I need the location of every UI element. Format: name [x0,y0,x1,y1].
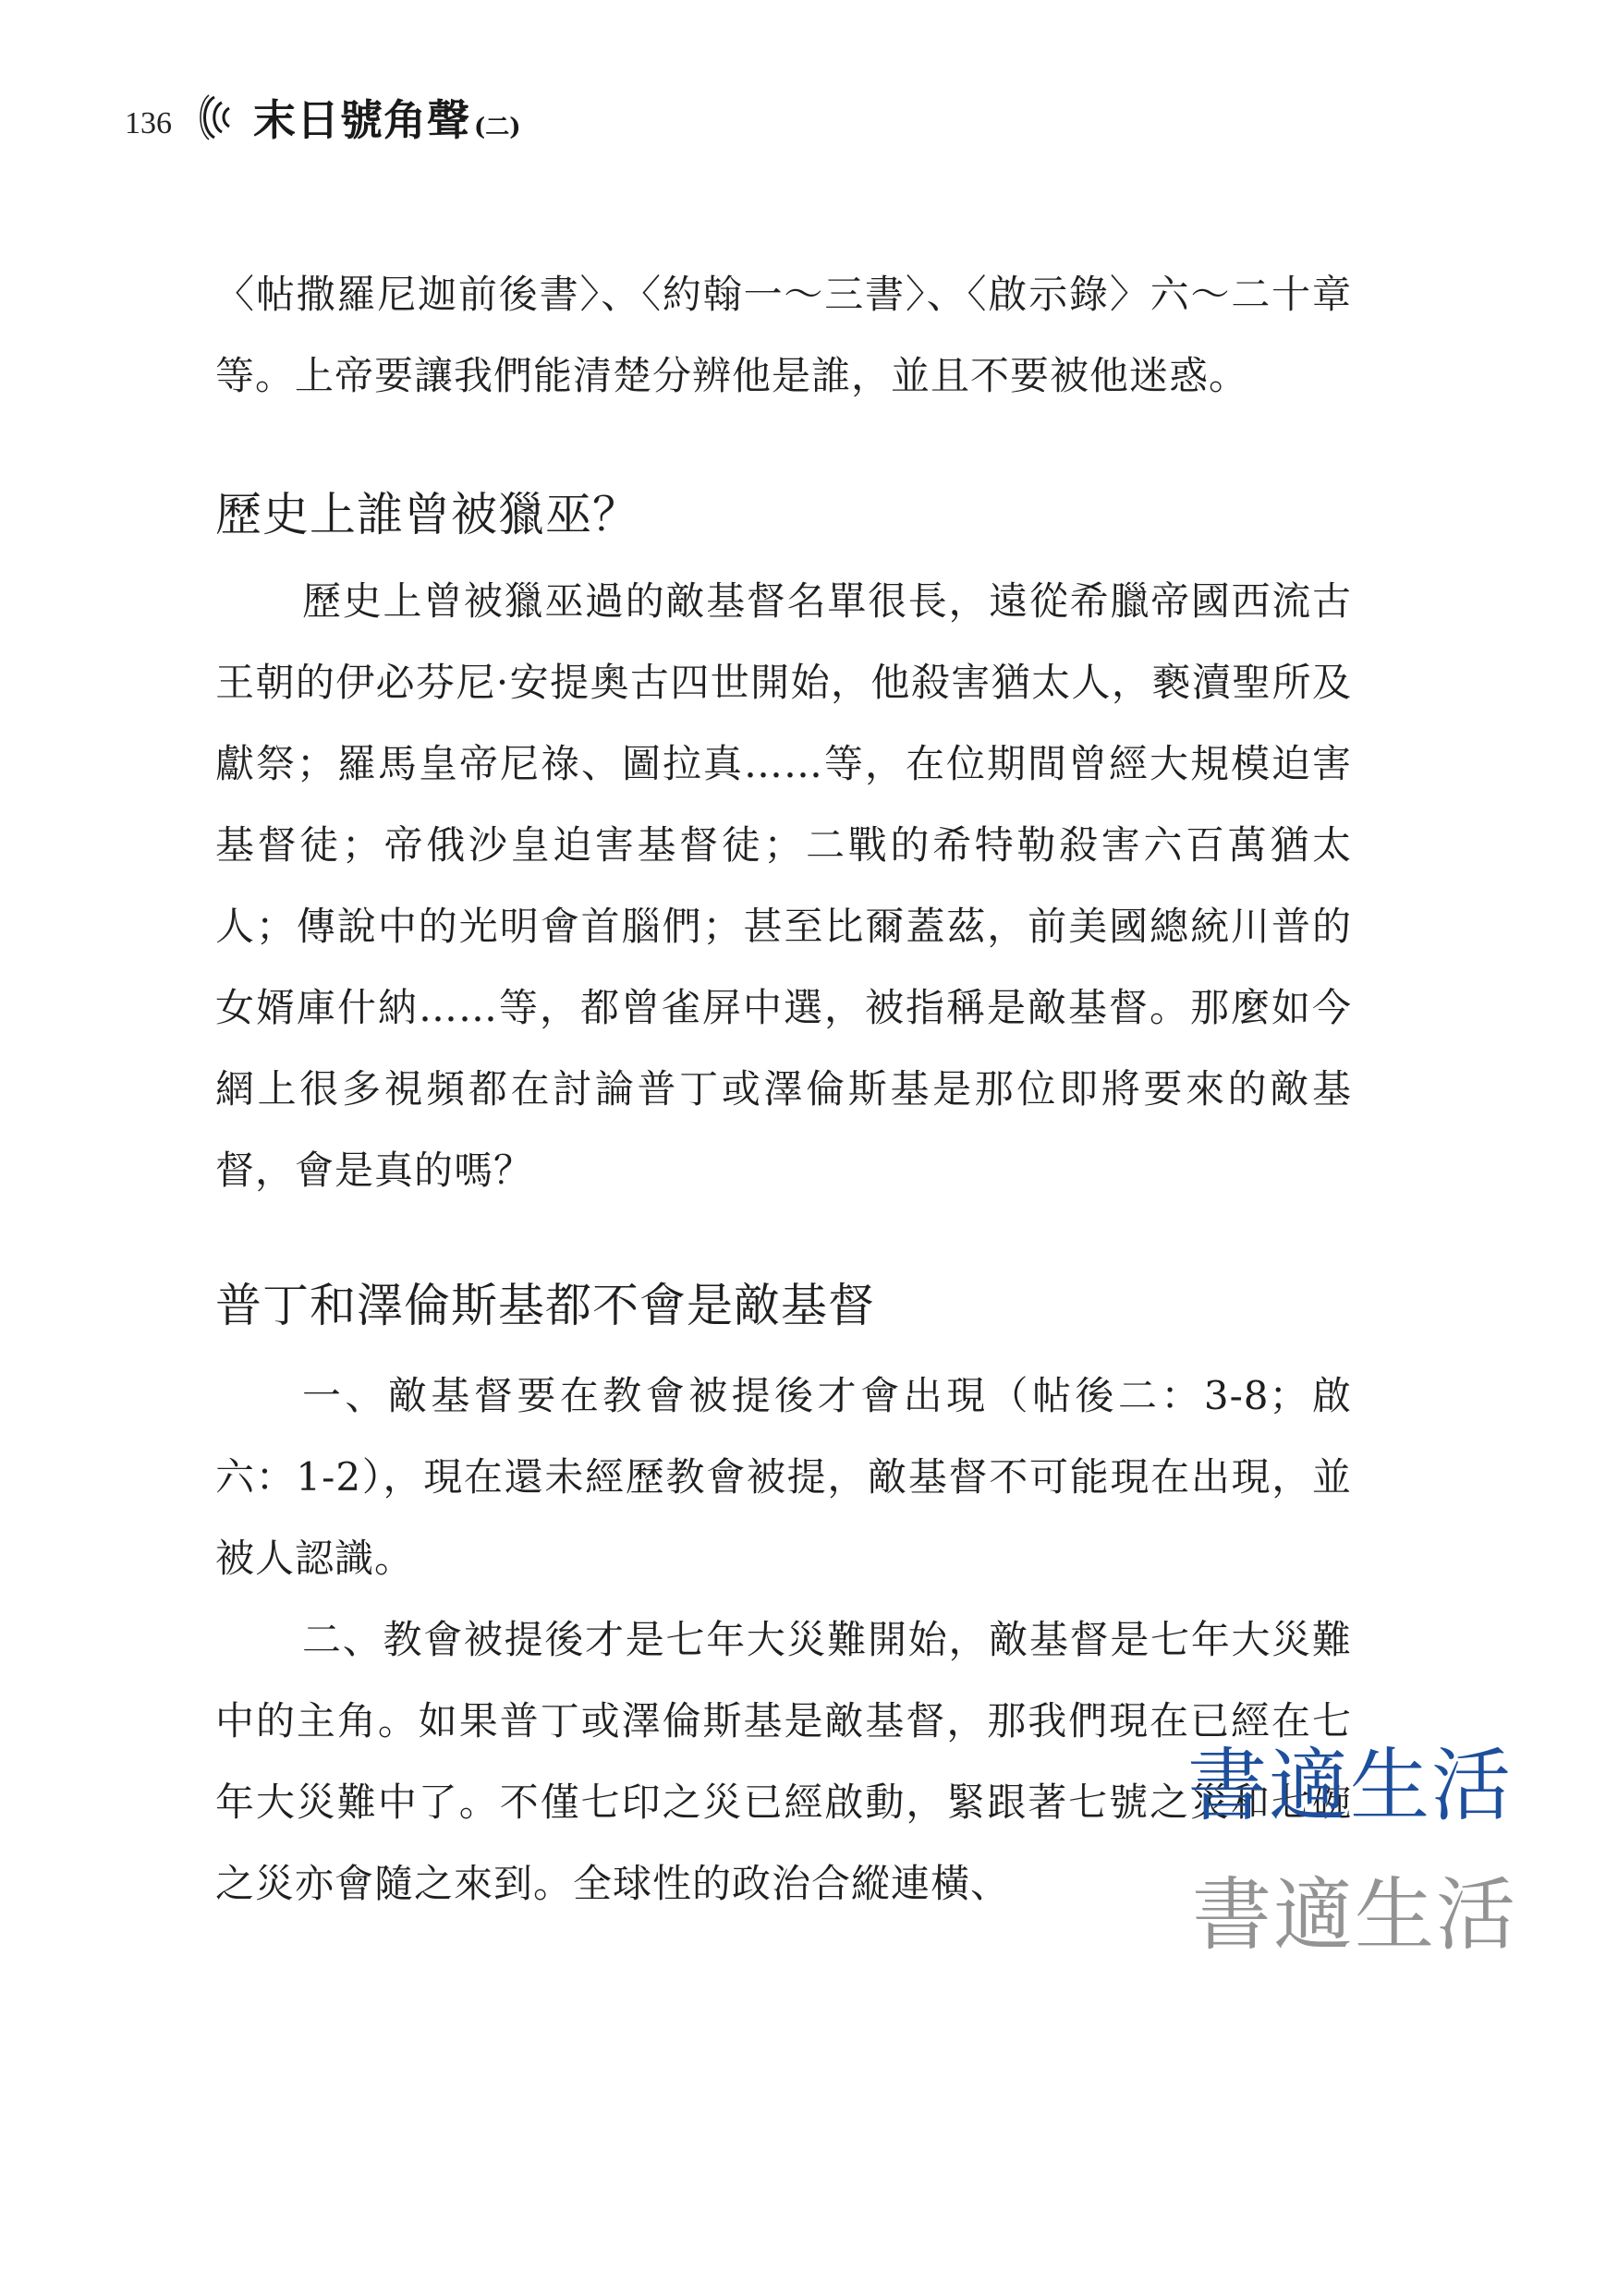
page-body [215,254,1352,1925]
section-heading-witch-hunt: 歷史上誰曾被獵巫？ [215,488,639,541]
section-heading-not-antichrist: 普丁和澤倫斯基都不會是敵基督 [215,1279,875,1332]
watermark-secondary: 書適生活 [1192,1869,1517,1962]
horn-logo-icon [196,90,251,145]
witch-hunt-paragraph: 歷史上曾被獵巫過的敵基督名單很長，遠從希臘帝國西流古王朝的伊必芬尼·安提奧古四世開始，他殺害猶太人，褻瀆聖所及獻祭；羅馬皇帝尼祿、圖拉真……等，在位期間曾經大規模迫害基督徒；帝俄沙皇迫害基督徒；二戰的希特勒殺害六百萬猶太人；傳說中的光明會首腦們；甚至比爾蓋茲，前美國總統川普的女婿庫什納……等，都曾雀屏中選，被指稱是敵基督。那麼如今網上很多視頻都在討論普丁或澤倫斯基是那位即將要來的敵基督，會是真的嗎？ [215,578,1352,1193]
intro-paragraph: 〈帖撒羅尼迦前後書〉、〈約翰一～三書〉、〈啟示錄〉六～二十章等。上帝要讓我們能清楚分辨他是誰，並且不要被他迷惑。 [215,272,1352,398]
book-volume: (二) [474,113,521,141]
point-one-paragraph: 一、敵基督要在教會被提後才會出現（帖後二：3-8；啟六：1-2），現在還未經歷教會被提，敵基督不可能現在出現，並被人認識。 [215,1373,1352,1581]
page-header [125,85,521,150]
point-two-paragraph: 二、教會被提後才是七年大災難開始，敵基督是七年大災難中的主角。如果普丁或澤倫斯基是敵基督，那我們現在已經在七年大災難中了。不僅七印之災已經啟動，緊跟著七號之災和七碗之災亦會隨之來到。全球性的政治合縱連橫、 [215,1617,1352,1906]
book-title: 末日號角聲 [253,95,470,145]
watermark-primary: 書適生活 [1187,1740,1513,1832]
page-number: 136 [125,106,172,140]
